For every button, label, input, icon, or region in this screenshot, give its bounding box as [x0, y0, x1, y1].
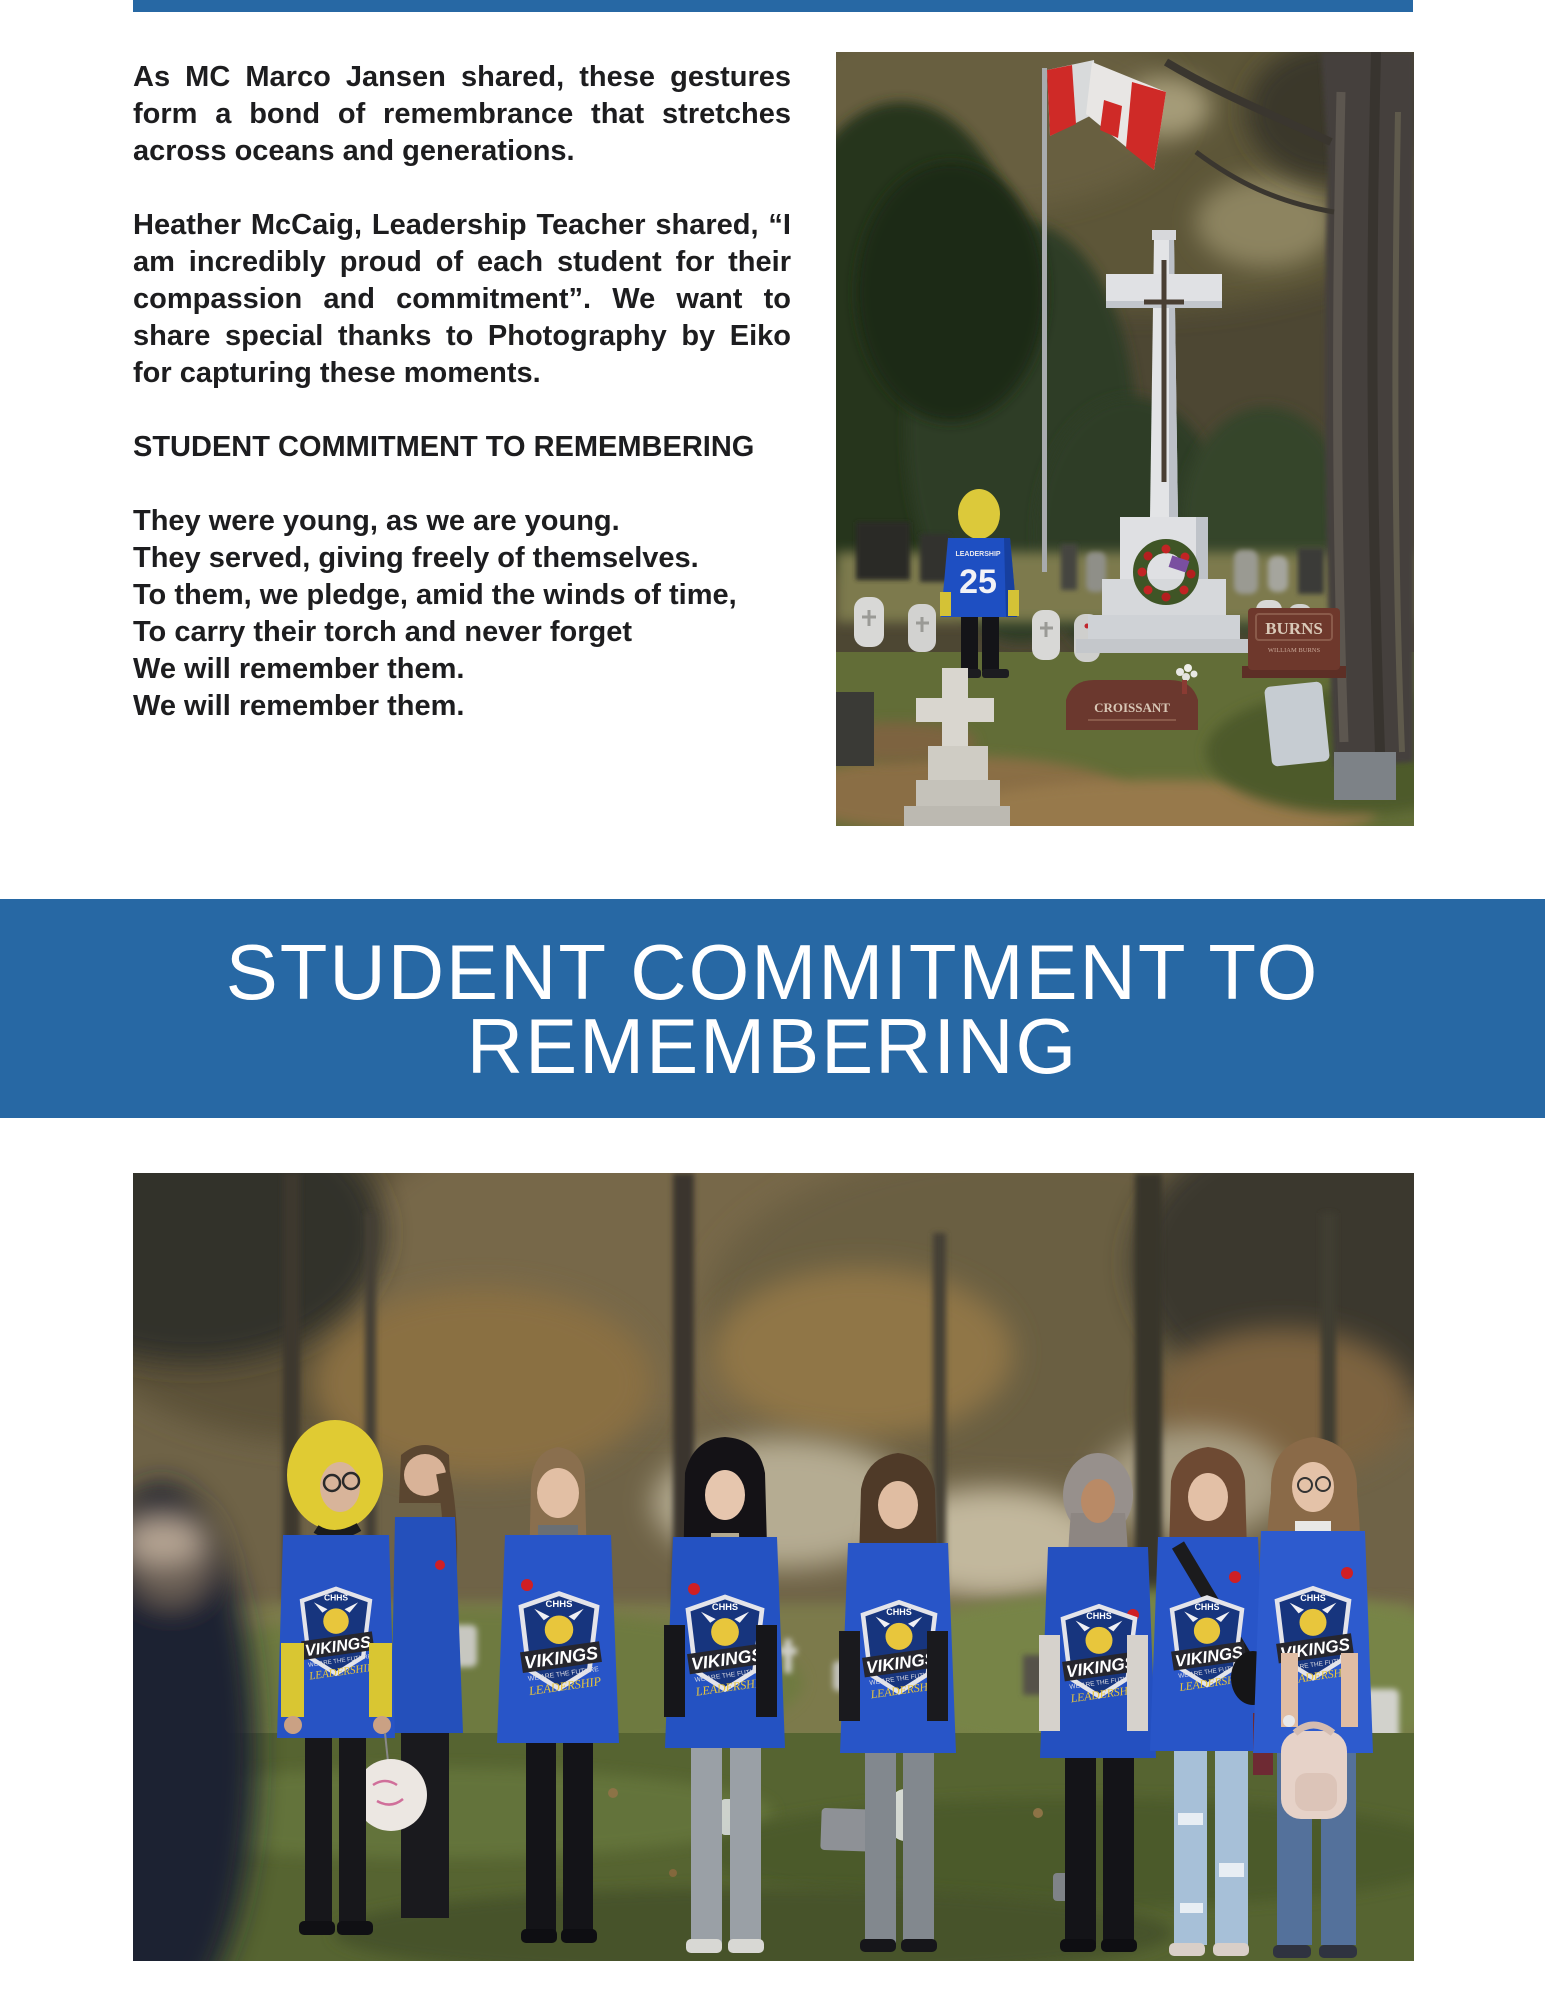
students-group-illustration	[133, 1173, 1414, 1961]
article-subheading: STUDENT COMMITMENT TO REMEMBERING	[133, 431, 755, 463]
jersey-name-label: LEADERSHIP	[955, 551, 1001, 558]
marble-leaning-stone	[1264, 681, 1330, 767]
paragraph-heather-mccaig: Heather McCaig, Leadership Teacher shared, “I am incredibly proud of each student for their compassion and commitment”. We want to share special thanks to Photography by Eiko for capturing these moments.	[133, 209, 791, 389]
jersey-number: 25	[959, 563, 997, 601]
photo-cemetery-cross-monument	[836, 52, 1414, 826]
poppy-pin	[1229, 1571, 1241, 1583]
poem-line: We will remember them.	[133, 653, 465, 685]
flagpole	[1042, 68, 1047, 572]
cemetery-cross-illustration	[836, 52, 1414, 826]
poppy-pin	[1341, 1567, 1353, 1579]
poem-line: They were young, as we are young.	[133, 505, 620, 537]
banner-title-line1: STUDENT COMMITMENT TO	[225, 927, 1320, 1016]
poem-line: We will remember them.	[133, 690, 465, 722]
poem-line: To them, we pledge, amid the winds of time,	[133, 579, 737, 611]
remembrance-poem	[133, 503, 791, 725]
yellow-hood	[958, 489, 1000, 539]
poppy-pin	[521, 1579, 533, 1591]
poppy-pin	[688, 1583, 700, 1595]
cream-backpack	[1281, 1725, 1347, 1819]
photo-students-group	[133, 1173, 1414, 1961]
top-accent-bar	[133, 0, 1413, 12]
article-text-column	[133, 59, 791, 725]
burns-name: BURNS	[1265, 619, 1323, 638]
burns-subtext: WILLIAM BURNS	[1267, 647, 1321, 654]
bracelet	[1283, 1715, 1295, 1727]
dark-stone-left	[836, 692, 874, 766]
banner-title-line2: REMEMBERING	[466, 1001, 1079, 1090]
croissant-name: CROISSANT	[1094, 700, 1170, 715]
poem-line: They served, giving freely of themselves.	[133, 542, 699, 574]
section-banner	[0, 899, 1545, 1118]
paragraph-mc-marco: As MC Marco Jansen shared, these gestures form a bond of remembrance that stretches across oceans and generations.	[133, 61, 791, 167]
granite-block-right	[1334, 752, 1396, 800]
burns-headstone	[1242, 608, 1346, 678]
poem-line: To carry their torch and never forget	[133, 616, 633, 648]
